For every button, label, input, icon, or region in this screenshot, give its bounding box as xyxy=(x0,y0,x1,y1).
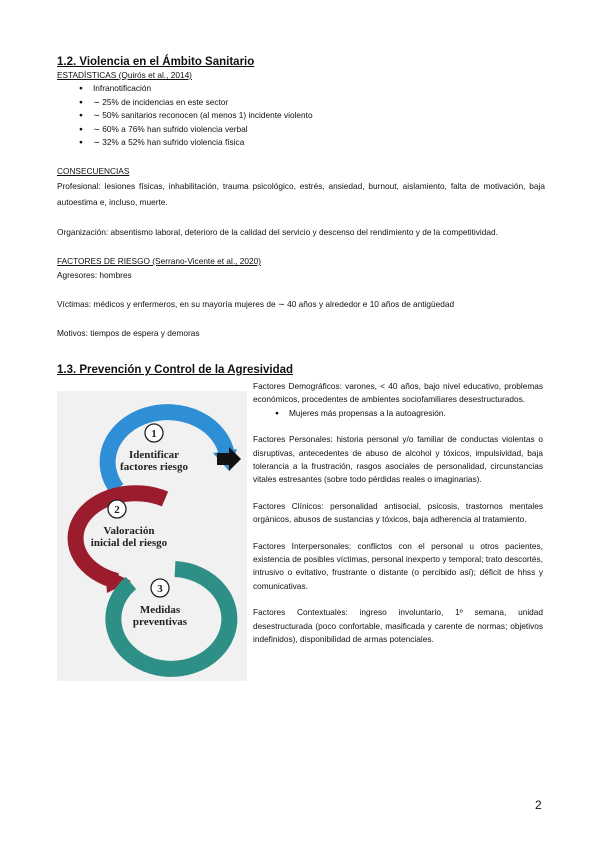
personal-factors: Factores Personales: historia personal y/o familiar de conductas violentas o disruptivas, antecedentes de abuso de alcohol y tóxicos, impulsividad, baja tolerancia a la frustración, rasgos asociales de personalidad, circunstancias vitales estresantes (sobre todo pérdidas reales o imaginarias). xyxy=(253,434,543,485)
professional-text: Profesional: lesiones físicas, inhabilitación, trauma psicológico, estrés, ansiedad, burnout, aislamiento, falta de motivación, baja autoestima e, incluso, muerte. xyxy=(57,180,545,207)
list-item: ● ∼ 32% a 52% han sufrido violencia física xyxy=(79,136,545,150)
clinical-factors: Factores Clínicos: personalidad antisocial, psicosis, trastornos mentales orgánicos, abusos de sustancias y tóxicos, baja adherencia al tratamiento. xyxy=(253,500,543,525)
stats-list xyxy=(57,82,545,150)
step-1-number: 1 xyxy=(151,428,157,440)
risk-factors-column xyxy=(253,380,543,660)
organization-text: Organización: absentismo laboral, deterioro de la calidad del servicio y descenso del rendimiento y de la competitividad. xyxy=(57,226,498,237)
section-1-2 xyxy=(57,56,545,340)
list-item: ● Mujeres más propensas a la autoagresión. xyxy=(275,407,543,420)
victims-text: Víctimas: médicos y enfermeros, en su mayoría mujeres de ∼ 40 años y alrededor e 10 años de antigüedad xyxy=(57,298,455,309)
step-3-number: 3 xyxy=(157,583,163,595)
motives-text: Motivos: tiempos de espera y demoras xyxy=(57,327,200,338)
cycle-svg xyxy=(57,391,247,681)
step-2-line2: inicial del riesgo xyxy=(90,537,168,549)
aggressors-text: Agresores: hombres xyxy=(57,269,132,280)
step-1-line1: Identificar xyxy=(128,449,180,461)
interpersonal-factors: Factores Interpersonales: conflictos con el personal u otros pacientes, existencia de posibles víctimas, personal inexperto y temporal; trato descortés, intrusivo o evitativo, frustrante o distante (o percibido así); déficit de hhss y comunicativas. xyxy=(253,540,543,591)
demographic-factors: Factores Demográficos: varones, < 40 años, bajo nivel educativo, problemas económicos, procedentes de ambientes sociofamiliares desestructurados. xyxy=(253,381,543,405)
risk-cycle-diagram xyxy=(57,391,247,681)
risk-heading: FACTORES DE RIESGO (Serrano-Vicente et al., 2020) xyxy=(57,255,261,266)
step-2-number: 2 xyxy=(114,504,120,516)
step-3-line2: preventivas xyxy=(132,616,188,628)
list-item: ● ∼ 60% a 76% han sufrido violencia verbal xyxy=(79,123,545,137)
demographic-list xyxy=(253,407,543,420)
section-1-2-title: 1.2. Violencia en el Ámbito Sanitario xyxy=(57,56,255,68)
step-3-line1: Medidas xyxy=(139,604,181,616)
stats-heading: ESTADÍSTICAS (Quirós et al., 2014) xyxy=(57,70,192,80)
list-item: ● ∼ 25% de incidencias en este sector xyxy=(79,96,545,110)
consequences-heading: CONSECUENCIAS xyxy=(57,165,130,176)
contextual-factors: Factores Contextuales: ingreso involuntario, 1º semana, unidad desestructurada (poco confortable, masificada y carente de normas; objetivos indefinidos), disponibilidad de armas potenciales. xyxy=(253,607,543,645)
step-2-line1: Valoración xyxy=(103,525,155,537)
list-item: ● ∼ 50% sanitarios reconocen (al menos 1) incidente violento xyxy=(79,109,545,123)
list-item: ● Infranotificación xyxy=(79,82,545,96)
page-number: 2 xyxy=(535,798,542,812)
section-1-3-title: 1.3. Prevención y Control de la Agresividad xyxy=(57,364,294,376)
step-1-line2: factores riesgo xyxy=(120,461,188,473)
